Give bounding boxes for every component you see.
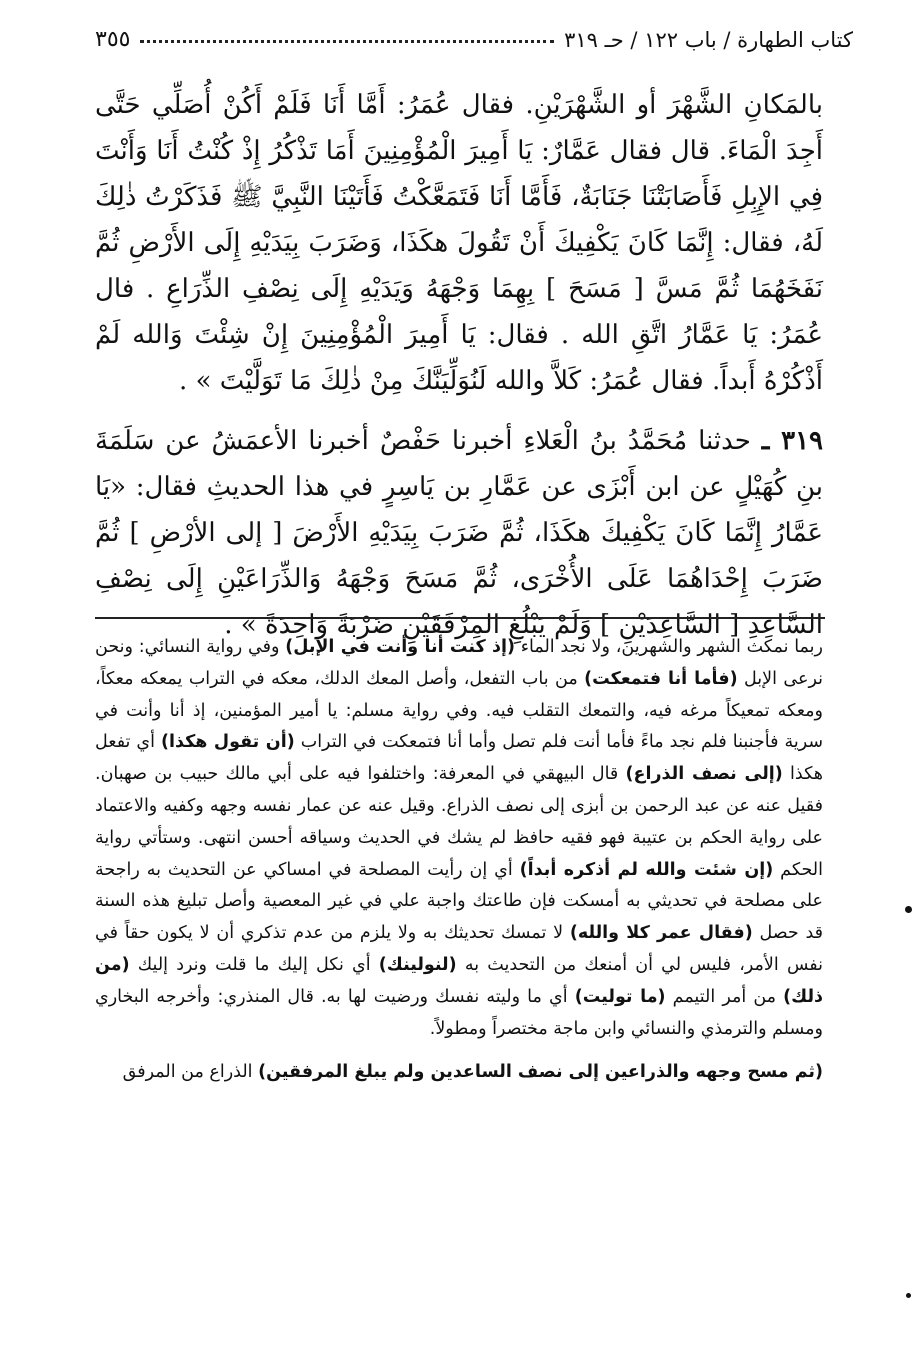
- commentary-text: أي تفعل هكذا: [95, 732, 823, 785]
- commentary-text: من أمر التيمم: [665, 986, 784, 1007]
- commentary-paragraph: [95, 632, 823, 1045]
- commentary: [95, 632, 823, 1089]
- quoted-phrase: (فأما أنا فتمعكت): [584, 668, 738, 689]
- running-header: [95, 18, 853, 52]
- scan-mark: [906, 1293, 911, 1298]
- hadith-319: [95, 418, 823, 648]
- quoted-phrase: (ما توليت): [574, 986, 666, 1007]
- hadith-text: [95, 82, 823, 648]
- quoted-phrase: (ثم مسح وجهه والذراعين إلى نصف الساعدين ولم يبلغ المرفقين): [258, 1062, 823, 1083]
- quoted-phrase: (لنولينك): [378, 954, 457, 975]
- quoted-phrase: (إلى نصف الذراع): [625, 764, 783, 785]
- commentary-text: ربما نمكث الشهر والشهرين، ولا نجد الماء: [515, 637, 823, 657]
- scan-mark: [905, 906, 912, 913]
- footnote-separator: [95, 617, 825, 619]
- quoted-phrase: (إن شئت والله لم أذكره أبداً): [519, 859, 774, 880]
- quoted-phrase: (أن تقول هكذا): [160, 732, 295, 753]
- commentary-text: الذراع من المرفق: [122, 1062, 259, 1083]
- hadith-319-text: حدثنا مُحَمَّدُ بنُ الْعَلاءِ أخبرنا حَفْصٌ أخبرنا الأعمَشُ عن سَلَمَةَ بنِ كُهَيْلٍ عن ابن أَبْزَى عن عَمَّارِ بن يَاسِرٍ في هذا الحديثِ فقال: «يَا عَمَّارُ إِنَّمَا كَانَ يَكْفِيكَ هكَذَا، ثُمَّ ضَرَبَ بِيَدَيْهِ الأَرْضَ [ إلى الأرْضِ ] ثُمَّ ضَرَبَ إِحْدَاهُمَا عَلَى الأُخْرَى، ثُمَّ مَسَحَ وَجْهَهُ وَالذِّرَاعَيْنِ إِلَى نِصْفِ السَّاعِدِ [ السَّاعِدَيْنِ ] وَلَمْ يَبْلُغِ المِرْفَقَيْنِ ضَرْبَةً وَاحِدَةً » .: [95, 426, 823, 640]
- commentary-text: وفي رواية النسائي: ونحن نرعى الإبل: [95, 637, 823, 689]
- commentary-text: أي ما وليته نفسك ورضيت لها به. قال المنذري: وأخرجه البخاري ومسلم والترمذي والنسائي وابن ماجة مختصراً ومطولاً.: [95, 986, 823, 1039]
- quoted-phrase: (إذ كنت أنا وأنت في الإبل): [285, 637, 516, 657]
- commentary-text: أي إن رأيت المصلحة في امساكي عن التحديث به راجحة على مصلحة في تحديثي به أمسكت فإن طاعتك واجبة علي في غير المعصية وأصل تبليغ هذه السنة قد حصل: [95, 859, 823, 944]
- hadith-number: ٣١٩ ـ: [761, 426, 824, 456]
- page-number: ٣٥٥: [95, 27, 131, 52]
- quoted-phrase: (من ذلك): [95, 954, 824, 1007]
- chapter-title: كتاب الطهارة / باب ١٢٢ / حـ ٣١٩: [564, 28, 853, 52]
- commentary-text: من باب التفعل، وأصل المعك الدلك، معكه في التراب يمعكه معكاً، ومعكه تمعيكاً مرغه فيه، والتمعك التقلب فيه. وفي رواية مسلم: يا أمير المؤمنين، إذ أنا وأنت في سرية فأجنبنا فلم نجد ماءً فأما أنت فلم تصل وأما أنا فتمعكت في التراب: [95, 668, 824, 753]
- commentary-text: أي نكل إليك ما قلت ونرد إليك: [129, 954, 379, 975]
- hadith-318-continuation: بالمَكانِ الشَّهْرَ أو الشَّهْرَيْنِ. فقال عُمَرُ: أَمَّا أَنَا فَلَمْ أَكُنْ أُصَلِّي حَتَّى أَجِدَ الْمَاءَ. قال فقال عَمَّارٌ: يَا أَمِيرَ الْمُؤْمِنِينَ أَمَا تَذْكُرُ إِذْ كُنْتُ أَنَا وَأَنْتَ فِي الإِبِلِ فَأَصَابَتْنَا جَنَابَةٌ، فَأَمَّا أَنَا فَتَمَعَّكْتُ فَأَتَيْنَا النَّبِيَّ ﷺ فَذَكَرْتُ ذٰلِكَ لَهُ، فقال: إِنَّمَا كَانَ يَكْفِيكَ أَنْ تَقُولَ هكَذَا، وَضَرَبَ بِيَدَيْهِ إِلَى الأَرْضِ ثُمَّ نَفَخَهُمَا ثُمَّ مَسَّ [ مَسَحَ ] بِهِمَا وَجْهَهُ وَيَدَيْهِ إِلَى نِصْفِ الذِّرَاعِ . فال عُمَرُ: يَا عَمَّارُ اتَّقِ الله . فقال: يَا أَمِيرَ الْمُؤْمِنِينَ إِنْ شِئْتَ وَالله لَمْ أَذْكُرْهُ أَبداً. فقال عُمَرُ: كَلاَّ والله لَنُوَلِّيَنَّكَ مِنْ ذٰلِكَ مَا تَوَلَّيْتَ » .: [95, 90, 823, 396]
- commentary-text: قال البيهقي في المعرفة: واختلفوا فيه على أبي مالك حبيب بن صهبان. فقيل عنه عن عبد الرحمن بن أبزى إلى نصف الذراع. وقيل عنه عن عمار نفسه وجهه وكفيه والاعتماد على رواية الحكم بن عتيبة فهو فقيه حافظ لم يشك في الحديث وسياقه أحسن انتهى. وستأتي رواية الحكم: [95, 764, 823, 880]
- header-leader-dots: [140, 40, 554, 43]
- quoted-phrase: (فقال عمر كلا والله): [569, 923, 753, 944]
- commentary-paragraph: [95, 1057, 823, 1089]
- commentary-text: لا تمسك تحديثك به ولا يلزم من عدم تذكري أن لا يكون حقاً في نفس الأمر، فليس لي أن أمنعك من التحديث به: [95, 923, 823, 975]
